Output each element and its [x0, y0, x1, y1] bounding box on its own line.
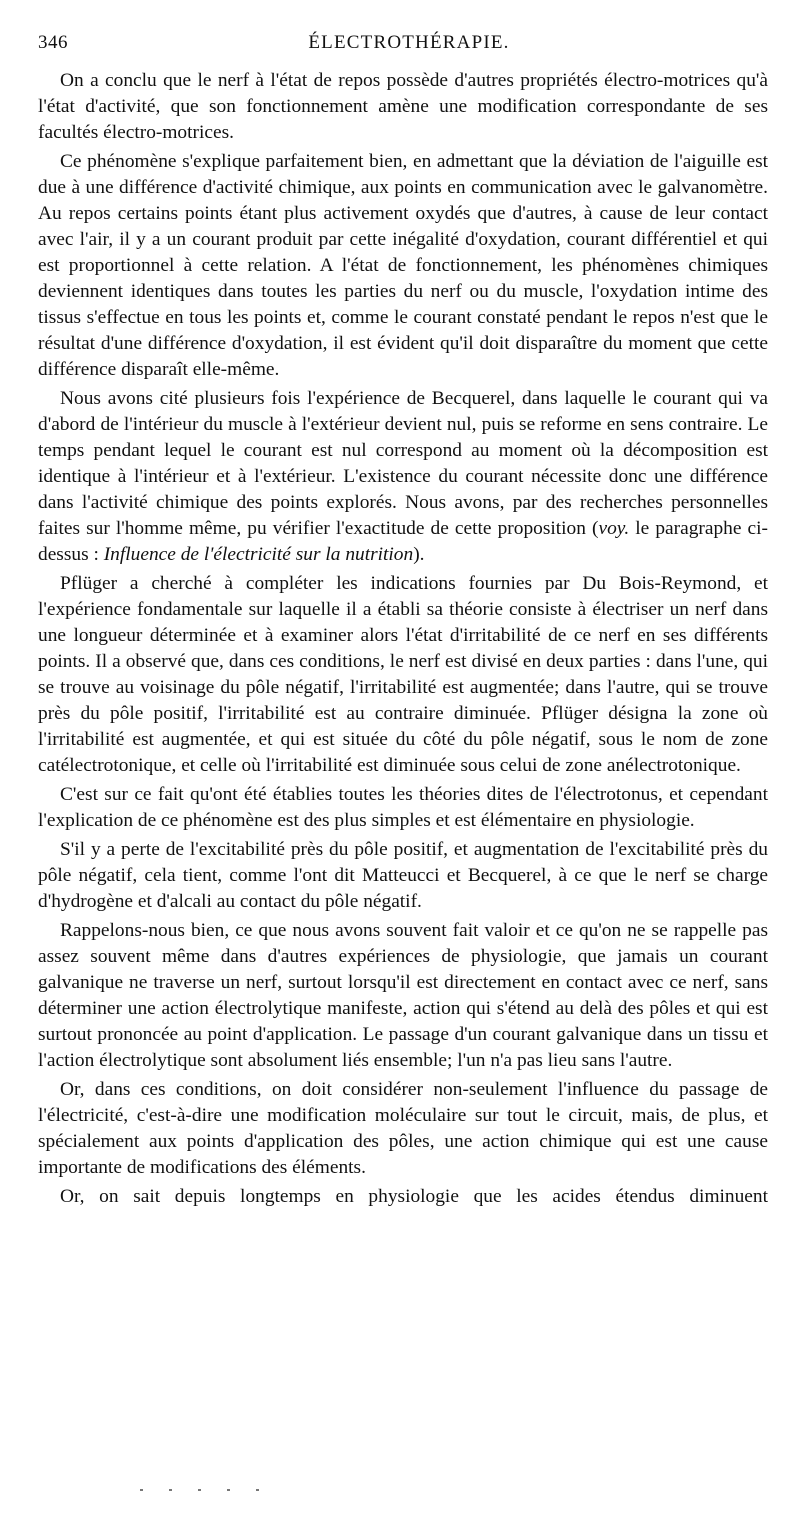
- scan-dot: [227, 1489, 230, 1491]
- paragraph: On a conclu que le nerf à l'état de repos possède d'autres propriétés électro-motrices qu'à l'état d'activité, que son fonctionnement amène une modification correspondante de ses facultés électro-motrices.: [38, 70, 768, 143]
- paragraph: Rappelons-nous bien, ce que nous avons souvent fait valoir et ce qu'on ne se rappelle pas assez souvent même dans d'autres expériences de physiologie, que jamais un courant galvanique ne traverse un nerf, surtout lorsqu'il est directement en contact avec ce nerf, sans déterminer une action électrolytique manifeste, action qui s'étend au delà des pôles et qui est surtout prononcée au point d'application. Le passage d'un courant galvanique dans un tissu et l'action électrolytique sont absolument liés ensemble; l'un n'a pas lieu sans l'autre.: [38, 920, 768, 1071]
- paragraph: Or, on sait depuis longtemps en physiologie que les acides étendus diminuent: [60, 1186, 768, 1207]
- paragraph-text: ).: [413, 544, 425, 565]
- paragraph: [38, 386, 768, 568]
- document-page: [38, 30, 768, 1213]
- scan-dot: [198, 1489, 201, 1491]
- scan-artifact: [140, 1478, 340, 1482]
- scan-dot: [169, 1489, 172, 1491]
- paragraph: Or, dans ces conditions, on doit considérer non-seulement l'influence du passage de l'électricité, c'est-à-dire une modification moléculaire sur tout le circuit, mais, de plus, et spécialement aux points d'application des pôles, une action chimique qui est une cause importante de modifications des éléments.: [38, 1079, 768, 1178]
- page-number: 346: [38, 32, 68, 53]
- voy-abbreviation: voy.: [598, 518, 630, 539]
- paragraph: Pflüger a cherché à compléter les indications fournies par Du Bois-Reymond, et l'expérience fondamentale sur laquelle il a établi sa théorie consiste à électriser un nerf dans une longueur déterminée et à examiner alors l'état d'irritabilité de ce nerf en ses différents points. Il a observé que, dans ces conditions, le nerf est divisé en deux parties : dans l'une, qui se trouve au voisinage du pôle négatif, l'irritabilité est augmentée; dans l'autre, qui se trouve près du pôle positif, l'irritabilité est au contraire diminuée. Pflüger désigna la zone où l'irritabilité est augmentée, et qui est située du côté du pôle négatif, sous le nom de zone catélectrotonique, et celle où l'irritabilité est diminuée sous celui de zone anélectrotonique.: [38, 573, 768, 776]
- running-title: ÉLECTROTHÉRAPIE.: [308, 32, 510, 53]
- running-header: [38, 30, 768, 60]
- paragraph-text: Nous avons cité plusieurs fois l'expérience de Becquerel, dans laquelle le courant qui va d'abord de l'intérieur du muscle à l'extérieur devient nul, puis se reforme en sens contraire. Le temps pendant lequel le courant est nul correspond au moment où la décomposition est identique à l'intérieur et à l'extérieur. L'existence du courant nécessite donc une différence dans l'activité chimique des points explorés. Nous avons, par des recherches personnelles faites sur l'homme même, pu vérifier l'exactitude de cette proposition (: [38, 388, 768, 539]
- section-reference: Influence de l'électricité sur la nutrition: [103, 544, 414, 565]
- scan-dot: [256, 1489, 259, 1491]
- paragraph-text: le paragraphe ci-dessus :: [38, 518, 768, 565]
- scan-dot: [140, 1489, 143, 1491]
- paragraph: Ce phénomène s'explique parfaitement bien, en admettant que la déviation de l'aiguille est due à une différence d'activité chimique, aux points en communication avec le galvanomètre. Au repos certains points étant plus activement oxydés que d'autres, à cause de leur contact avec l'air, il y a un courant produit par cette inégalité d'oxydation, courant différentiel et qui est proportionnel à cette relation. A l'état de fonctionnement, les phénomènes chimiques deviennent identiques dans toutes les parties du nerf ou du muscle, l'oxydation intime des tissus s'effectue en tous les points et, comme le courant constaté pendant le repos n'est que le résultat d'une différence d'oxydation, il est évident qu'il doit disparaître du moment que cette différence disparaît elle-même.: [38, 151, 768, 380]
- paragraph: C'est sur ce fait qu'ont été établies toutes les théories dites de l'électrotonus, et cependant l'explication de ce phénomène est des plus simples et est élémentaire en physiologie.: [38, 784, 768, 831]
- paragraph: S'il y a perte de l'excitabilité près du pôle positif, et augmentation de l'excitabilité près du pôle négatif, cela tient, comme l'ont dit Matteucci et Becquerel, à ce que le nerf se charge d'hydrogène et d'alcali au contact du pôle négatif.: [38, 839, 768, 912]
